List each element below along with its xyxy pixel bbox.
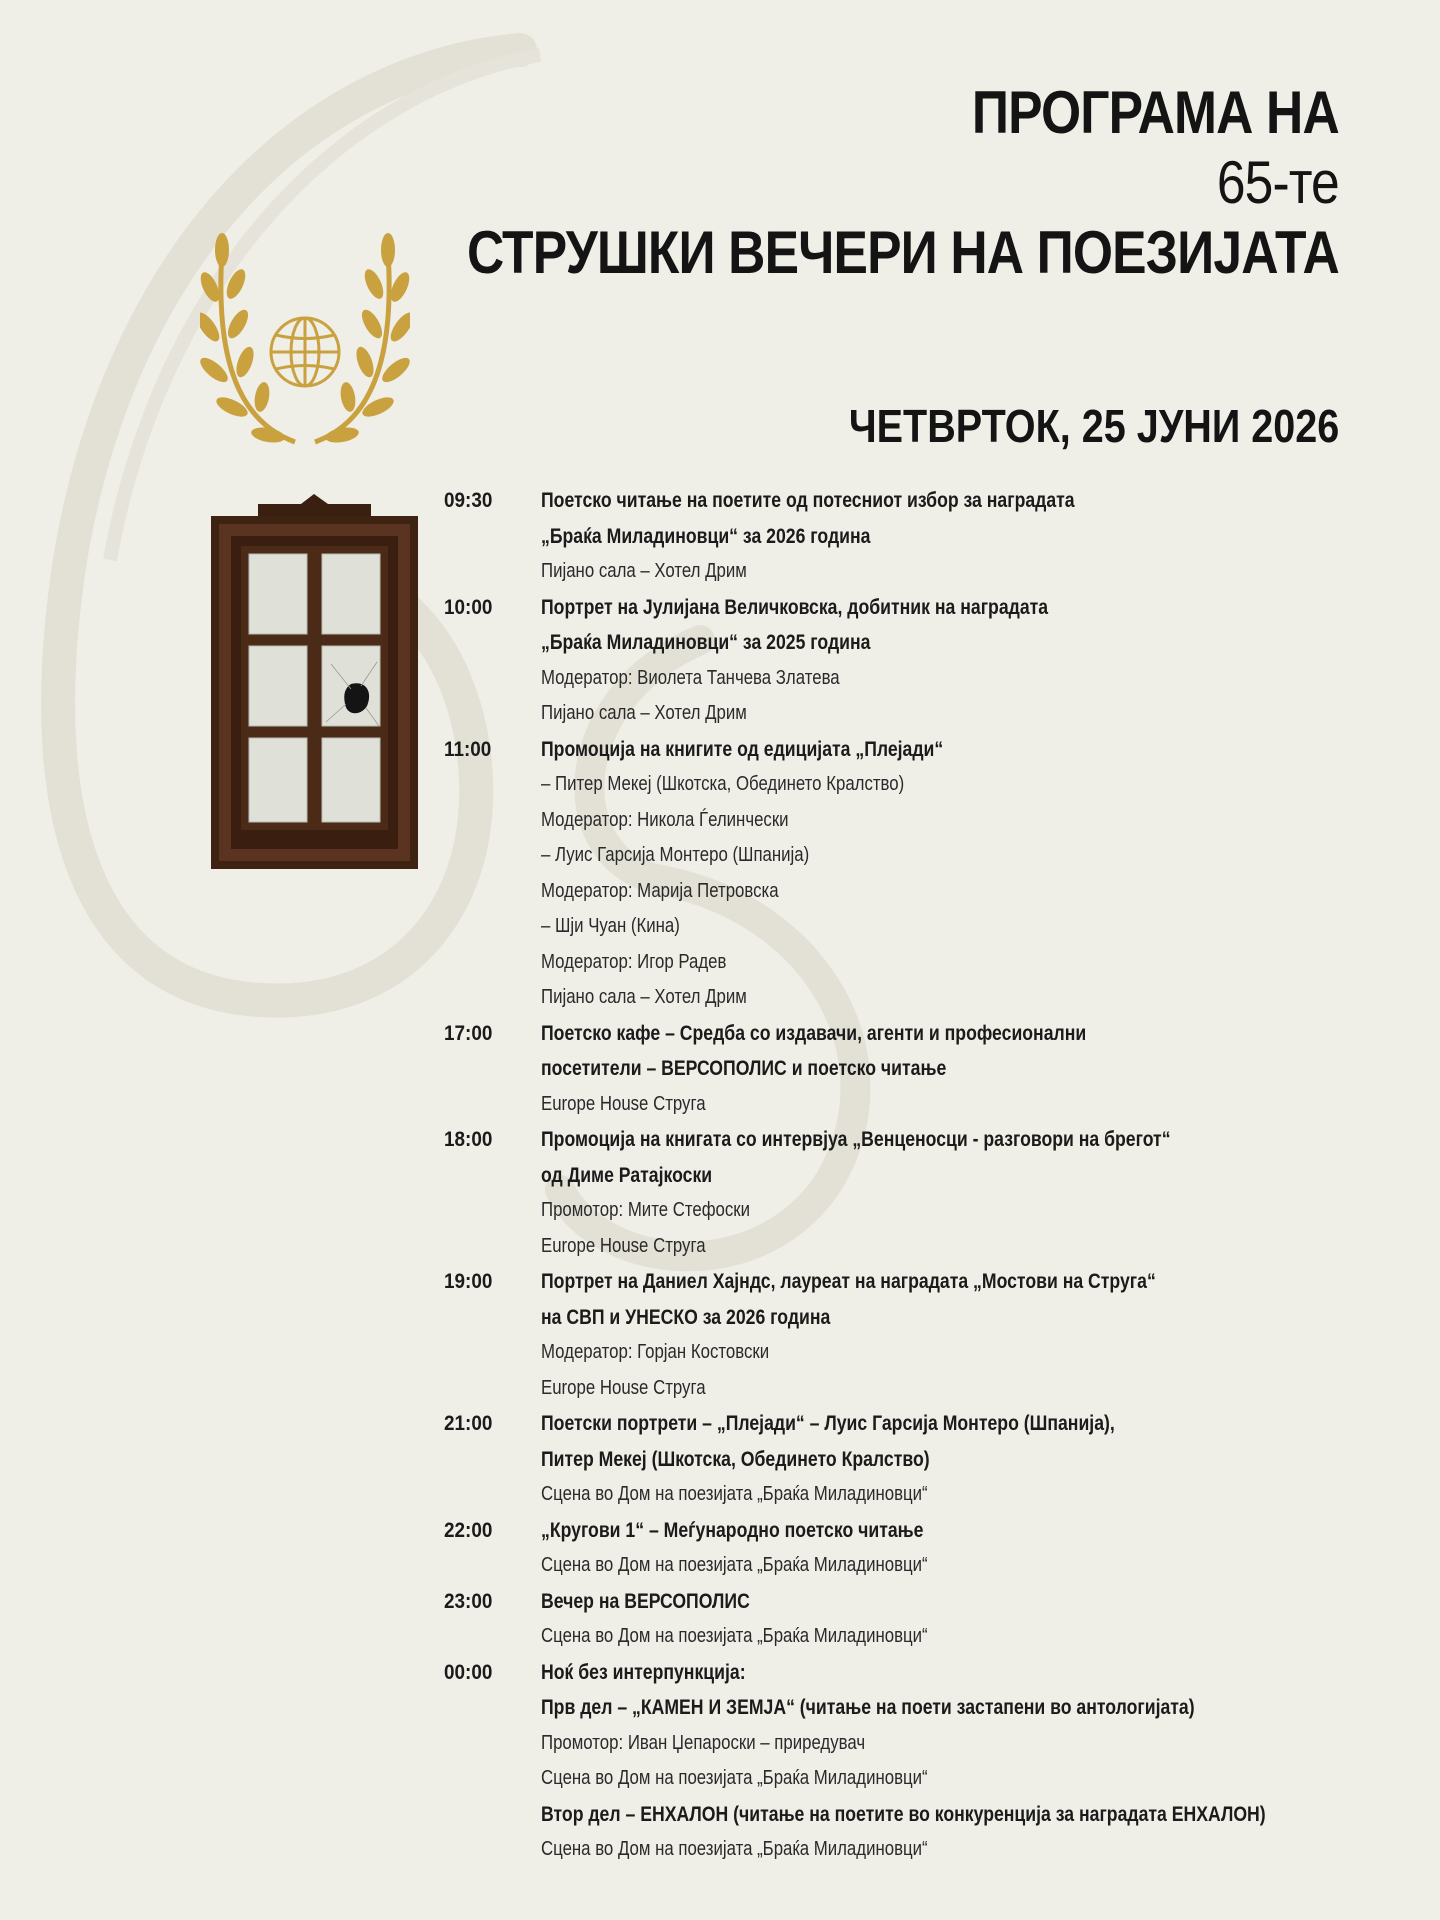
event-title-line: Ноќ без интерпункција: bbox=[541, 1660, 746, 1684]
event-time: 09:30 bbox=[444, 489, 493, 512]
event-detail-line: – Луис Гарсија Монтеро (Шпанија) bbox=[541, 844, 810, 866]
event-title-line: од Диме Ратајкоски bbox=[541, 1163, 713, 1187]
schedule-item bbox=[444, 590, 1374, 732]
schedule-item bbox=[444, 1655, 1374, 1868]
event-detail-line: Модератор: Горјан Костовски bbox=[541, 1341, 770, 1363]
event-detail-line: Сцена во Дом на поезијата „Браќа Миладиновци“ bbox=[541, 1767, 928, 1789]
title-line-2: 65-те bbox=[1216, 149, 1339, 216]
event-detail-line: Модератор: Виолета Танчева Златева bbox=[541, 666, 840, 689]
event-time: 11:00 bbox=[444, 737, 492, 761]
event-detail-line: Пијано сала – Хотел Дрим bbox=[541, 986, 747, 1008]
event-title-line: Втор дел – ЕНХАЛОН (читање на поетите во конкуренција за наградата ЕНХАЛОН) bbox=[541, 1802, 1266, 1826]
event-title-line: „Браќа Миладиновци“ за 2026 година bbox=[541, 524, 871, 548]
page-title bbox=[467, 78, 1339, 288]
event-detail-line: Сцена во Дом на поезијата „Браќа Миладиновци“ bbox=[541, 1483, 928, 1505]
event-details bbox=[541, 1264, 1374, 1406]
event-detail-line: Europe House Струга bbox=[541, 1234, 706, 1257]
event-details bbox=[541, 732, 1374, 1016]
event-detail-line: Europe House Струга bbox=[541, 1376, 706, 1399]
event-title-line: Поетски портрети – „Плејади“ – Луис Гарсија Монтеро (Шпанија), bbox=[541, 1412, 1115, 1435]
event-detail-line: – Питер Мекеј (Шкотска, Обединето Кралство) bbox=[541, 773, 905, 795]
event-title-line: Промоција на книгите од едицијата „Плејади“ bbox=[541, 737, 944, 761]
event-details bbox=[541, 1655, 1404, 1868]
event-title-line: Прв дел – „КАМЕН И ЗЕМЈА“ (читање на поети застапени во антологијата) bbox=[541, 1696, 1195, 1719]
event-detail-line: Сцена во Дом на поезијата „Браќа Миладиновци“ bbox=[541, 1554, 928, 1576]
event-title-line: Вечер на ВЕРСОПОЛИС bbox=[541, 1589, 750, 1613]
event-detail-line: Модератор: Игор Радев bbox=[541, 950, 727, 973]
event-title-line: на СВП и УНЕСКО за 2026 година bbox=[541, 1305, 831, 1329]
event-title-line: Поетско читање на поетите од потесниот избор за наградата bbox=[541, 489, 1075, 512]
event-title-line: Портрет на Даниел Хајндс, лауреат на наградата „Мостови на Струга“ bbox=[541, 1270, 1156, 1293]
event-details bbox=[541, 1016, 1374, 1123]
event-time: 18:00 bbox=[444, 1128, 493, 1151]
event-title-line: Поетско кафе – Средба со издавачи, агенти и професионални bbox=[541, 1021, 1087, 1045]
event-details bbox=[541, 1584, 1374, 1655]
event-detail-line: Europe House Струга bbox=[541, 1092, 706, 1115]
event-details bbox=[541, 1406, 1374, 1513]
event-detail-line: Промотор: Иван Џепароски – приредувач bbox=[541, 1731, 866, 1754]
event-detail-line: – Шји Чуан (Кина) bbox=[541, 915, 680, 937]
schedule-item bbox=[444, 1513, 1374, 1584]
schedule-item bbox=[444, 1406, 1374, 1513]
schedule-list bbox=[444, 483, 1374, 1868]
event-detail-line: Сцена во Дом на поезијата „Браќа Миладиновци“ bbox=[541, 1838, 928, 1860]
event-date: ЧЕТВРТОК, 25 ЈУНИ 2026 bbox=[848, 400, 1339, 452]
event-time: 10:00 bbox=[444, 595, 493, 619]
event-title-line: „Браќа Миладиновци“ за 2025 година bbox=[541, 631, 871, 654]
event-details bbox=[541, 1513, 1374, 1584]
event-details bbox=[541, 1122, 1374, 1264]
schedule-item bbox=[444, 1264, 1374, 1406]
event-title-line: Портрет на Јулијана Величковска, добитник на наградата bbox=[541, 595, 1049, 619]
old-window-image bbox=[211, 494, 418, 869]
title-line-1: ПРОГРАМА НА bbox=[971, 79, 1339, 146]
schedule-item bbox=[444, 1122, 1374, 1264]
event-time: 21:00 bbox=[444, 1412, 493, 1435]
event-title-line: посетители – ВЕРСОПОЛИС и поетско читање bbox=[541, 1057, 947, 1080]
event-details bbox=[541, 483, 1374, 590]
title-line-3: СТРУШКИ ВЕЧЕРИ НА ПОЕЗИЈАТА bbox=[467, 219, 1339, 286]
event-details bbox=[541, 590, 1374, 732]
event-time: 00:00 bbox=[444, 1660, 493, 1684]
event-time: 17:00 bbox=[444, 1021, 493, 1045]
event-time: 23:00 bbox=[444, 1589, 493, 1613]
event-detail-line: Промотор: Мите Стефоски bbox=[541, 1199, 751, 1221]
laurel-globe-logo bbox=[200, 232, 410, 462]
event-title-line: „Кругови 1“ – Меѓународно поетско читање bbox=[541, 1518, 924, 1542]
schedule-item bbox=[444, 732, 1374, 1016]
schedule-item bbox=[444, 1584, 1374, 1655]
schedule-item bbox=[444, 1016, 1374, 1123]
event-time: 19:00 bbox=[444, 1270, 493, 1293]
event-detail-line: Сцена во Дом на поезијата „Браќа Миладиновци“ bbox=[541, 1625, 928, 1647]
schedule-item bbox=[444, 483, 1374, 590]
event-time: 22:00 bbox=[444, 1518, 493, 1542]
event-detail-line: Пијано сала – Хотел Дрим bbox=[541, 702, 747, 724]
event-title-line: Промоција на книгата со интервјуа „Венценосци - разговори на брегот“ bbox=[541, 1128, 1171, 1151]
event-title-line: Питер Мекеј (Шкотска, Обединето Кралство) bbox=[541, 1447, 930, 1471]
event-detail-line: Модератор: Никола Ѓелинчески bbox=[541, 808, 789, 831]
event-detail-line: Модератор: Марија Петровска bbox=[541, 879, 779, 902]
event-detail-line: Пијано сала – Хотел Дрим bbox=[541, 560, 747, 582]
